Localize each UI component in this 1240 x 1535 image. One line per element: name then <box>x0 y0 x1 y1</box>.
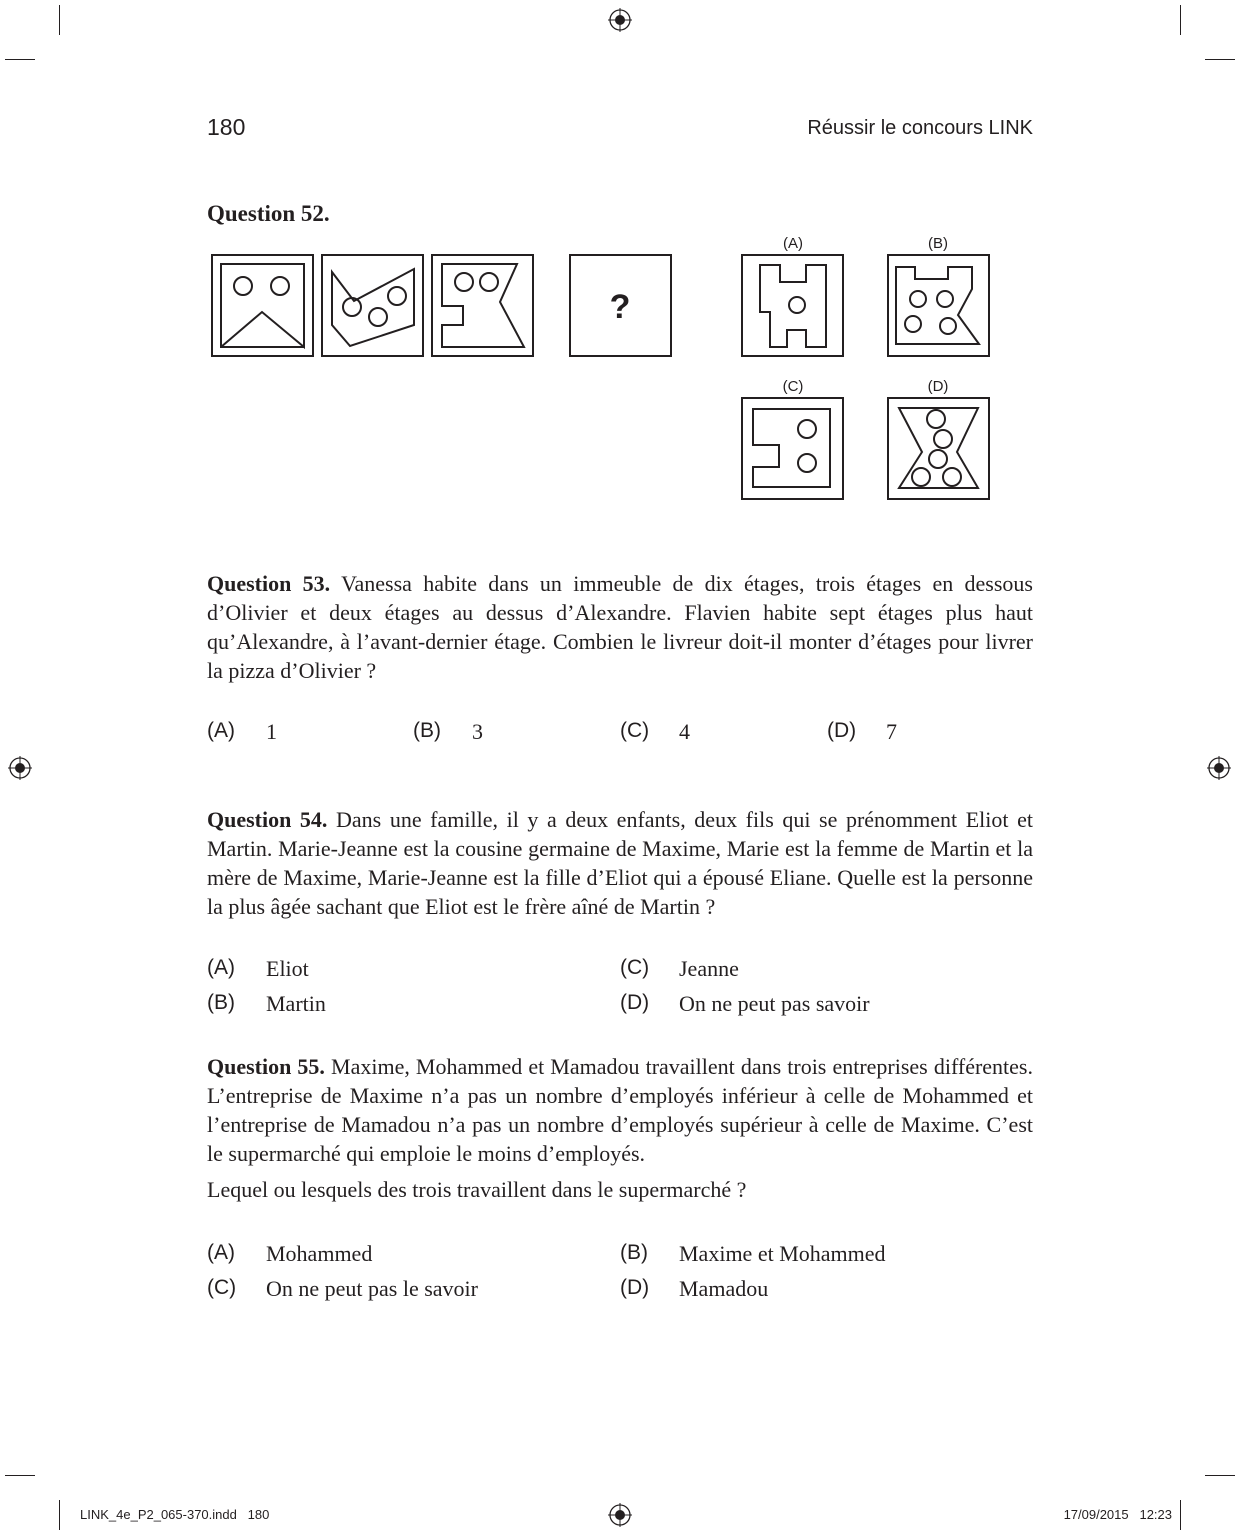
q55-body: Maxime, Mohammed et Mamadou travaillent dans trois entreprises différentes. L’entreprise de Maxime n’a pas un nombre d’employés inférieur à celle de Mohammed et l’entreprise de Mamadou n’a pas un nombre d’employés supérieur à celle de Maxime. C’est le supermarché qui emploie le moins d’employés. <box>207 1054 1033 1166</box>
q54-option-letter: (B) <box>207 991 235 1014</box>
answer-figure-b <box>888 255 989 356</box>
answer-figure-a <box>742 255 843 356</box>
q55-option-letter: (B) <box>620 1241 648 1264</box>
q53-body: Vanessa habite dans un immeuble de dix étages, trois étages en dessous d’Olivier et deux étages au dessus d’Alexandre. Flavien habite sept étages plus haut qu’Alexandre, à l’avant-dernier étage. Combien le livreur doit-il monter d’étages pour livrer la pizza d’Olivier ? <box>207 571 1033 683</box>
q54-body: Dans une famille, il y a deux enfants, deux fils qui se prénomment Eliot et Martin. Marie-Jeanne est la cousine germaine de Maxime, Marie est la femme de Martin et la mère de Maxime, Marie-Jeanne est la fille d’Eliot qui a épousé Eliane. Quelle est la personne la plus âgée sachant que Eliot est le frère aîné de Martin ? <box>207 807 1033 919</box>
q55-option-letter: (C) <box>207 1276 237 1299</box>
slug-file-name: LINK_4e_P2_065-370.indd 180 <box>80 1507 270 1522</box>
q55-question: Lequel ou lesquels des trois travaillent dans le supermarché ? <box>207 1177 747 1202</box>
q53-option-text: 7 <box>886 719 897 744</box>
q55-title: Question 55. <box>207 1054 325 1079</box>
q53-option-letter: (B) <box>413 719 441 742</box>
q55-option-text: Maxime et Mohammed <box>679 1241 886 1266</box>
choice-label-b: (B) <box>928 235 948 252</box>
crop-mark <box>5 1475 35 1476</box>
q55-option-text: On ne peut pas le savoir <box>266 1276 478 1301</box>
answer-figure-d <box>888 398 989 499</box>
q54-option-text: Eliot <box>266 956 309 981</box>
q53-option-letter: (D) <box>827 719 857 742</box>
q54-title: Question 54. <box>207 807 328 832</box>
q52-figure <box>0 0 1240 520</box>
sequence-figure-1 <box>212 255 313 356</box>
q53-option-letter: (C) <box>620 719 650 742</box>
crop-mark <box>1205 1475 1235 1476</box>
q53-title: Question 53. <box>207 571 331 596</box>
q55-option-letter: (D) <box>620 1276 650 1299</box>
q54-option-letter: (D) <box>620 991 650 1014</box>
q54-option-text: On ne peut pas savoir <box>679 991 870 1016</box>
answer-figure-c <box>742 398 843 499</box>
q54-option-letter: (C) <box>620 956 650 979</box>
crop-mark <box>1180 1500 1181 1530</box>
page-number: 180 <box>207 114 246 140</box>
q54-option-text: Jeanne <box>679 956 739 981</box>
q53-option-letter: (A) <box>207 719 235 742</box>
q53-option-text: 1 <box>266 719 277 744</box>
q55-option-text: Mohammed <box>266 1241 373 1266</box>
registration-mark-icon <box>608 1503 632 1527</box>
registration-mark-icon <box>8 756 32 780</box>
q54-option-letter: (A) <box>207 956 235 979</box>
q52-title: Question 52. <box>207 201 330 226</box>
choice-label-c: (C) <box>782 378 804 395</box>
slug-date: 17/09/2015 12:23 <box>1063 1507 1172 1522</box>
sequence-figure-2 <box>322 255 423 356</box>
q54-paragraph <box>207 805 1033 921</box>
registration-mark-icon <box>1207 756 1231 780</box>
q53-paragraph <box>207 569 1033 685</box>
choice-label-a: (A) <box>783 235 803 252</box>
q55-option-text: Mamadou <box>679 1276 769 1301</box>
q55-paragraph <box>207 1052 1033 1168</box>
choice-label-d: (D) <box>927 378 949 395</box>
q53-option-text: 4 <box>679 719 690 744</box>
sequence-figure-3 <box>432 255 533 356</box>
unknown-mark: ? <box>609 288 631 326</box>
q53-option-text: 3 <box>472 719 483 744</box>
q54-option-text: Martin <box>266 991 326 1016</box>
q55-option-letter: (A) <box>207 1241 235 1264</box>
running-title: Réussir le concours LINK <box>807 117 1033 139</box>
crop-mark <box>59 1500 60 1530</box>
